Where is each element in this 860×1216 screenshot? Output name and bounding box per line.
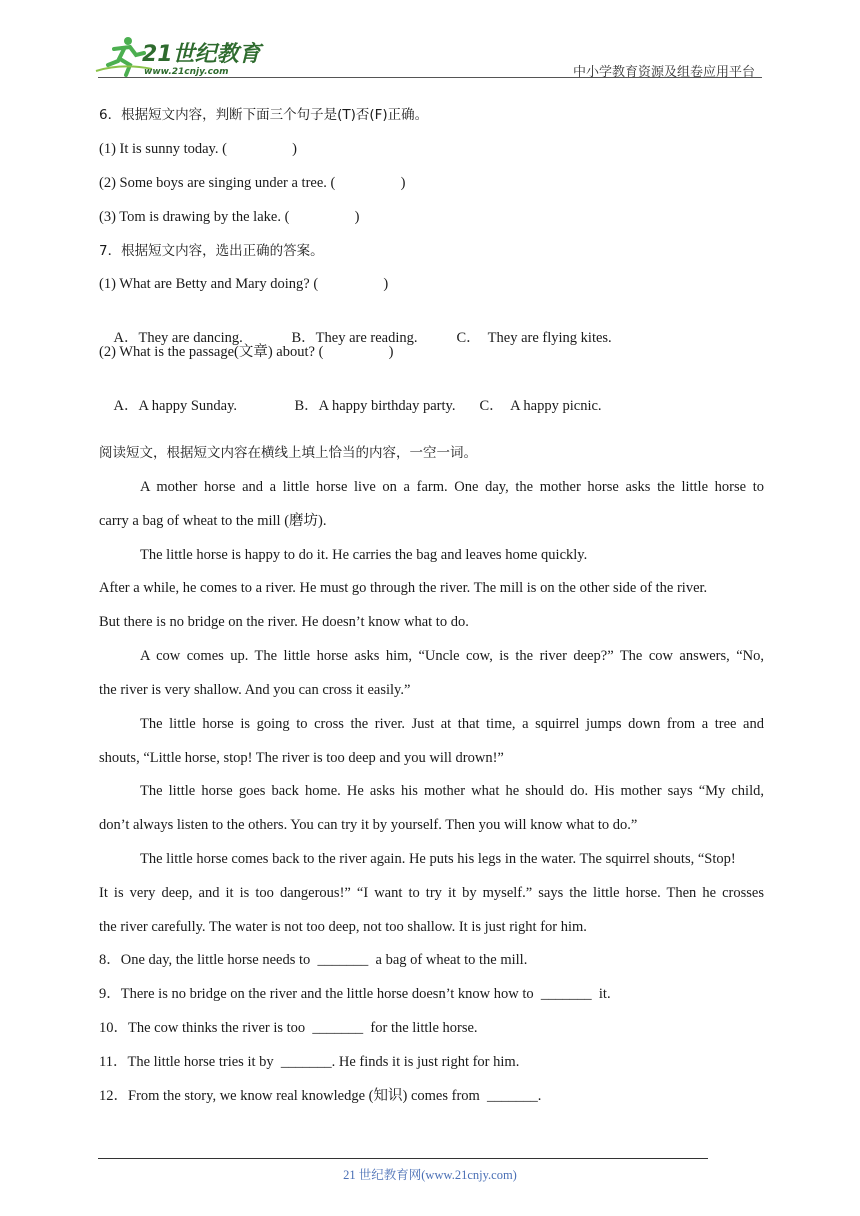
passage-line: The little horse is going to cross the river. Just at that time, a squirrel jumps down from a tree and (140, 716, 764, 732)
passage-line: shouts, “Little horse, stop! The river is too deep and you will drown!” (99, 750, 504, 766)
passage-line: But there is no bridge on the river. He doesn’t know what to do. (99, 614, 469, 630)
runner-logo-icon (92, 35, 267, 79)
logo-url: www.21cnjy.com (144, 67, 229, 77)
question-8: 8．One day, the little horse needs to _______ a bag of wheat to the mill. (99, 952, 528, 968)
q7-stem: 7．根据短文内容，选出正确的答案。 (99, 243, 324, 259)
passage-line: The little horse is happy to do it. He carries the bag and leaves home quickly. (140, 547, 588, 563)
passage-line: carry a bag of wheat to the mill (磨坊). (99, 513, 327, 529)
passage-line: the river carefully. The water is not too deep, not too shallow. It is just right for him. (99, 919, 587, 935)
q7-sub2-option-c: C． A happy picnic. (479, 398, 602, 414)
q7-sub1: (1) What are Betty and Mary doing? ( ) (99, 276, 389, 292)
q7-sub1-option-a: A．They are dancing. (113, 330, 243, 346)
passage-line: don’t always listen to the others. You can try it by yourself. Then you will know what to do.” (99, 817, 638, 833)
q7-sub2-option-b: B．A happy birthday party. (294, 398, 456, 414)
question-12: 12．From the story, we know real knowledge (知识) comes from _______. (99, 1088, 542, 1104)
passage-line: A mother horse and a little horse live on a farm. One day, the mother horse asks the little horse to (140, 479, 764, 495)
question-9: 9．There is no bridge on the river and the little horse doesn’t know how to _______ it. (99, 986, 611, 1002)
site-logo[interactable] (92, 35, 267, 79)
passage-line: the river is very shallow. And you can cross it easily.” (99, 682, 411, 698)
question-10: 10．The cow thinks the river is too _______ for the little horse. (99, 1020, 478, 1036)
header-divider (98, 77, 762, 78)
q7-sub1-option-b: B．They are reading. (291, 330, 418, 346)
passage-line: It is very deep, and it is too dangerous!” “I want to try it by myself.” says the little horse. Then he crosses (99, 885, 764, 901)
q7-sub1-option-c: C． They are flying kites. (456, 330, 612, 346)
q7-sub2-options (99, 376, 659, 436)
q7-sub2-option-a: A．A happy Sunday. (113, 398, 238, 414)
q6-stem: 6．根据短文内容，判断下面三个句子是(T)否(F)正确。 (99, 107, 429, 123)
question-11: 11．The little horse tries it by _______. He finds it is just right for him. (99, 1054, 520, 1070)
q7-sub2: (2) What is the passage(文章) about? ( ) (99, 344, 394, 360)
footer-divider (98, 1158, 708, 1159)
passage-line: The little horse goes back home. He asks his mother what he should do. His mother says “My child, (140, 783, 764, 799)
passage-line: The little horse comes back to the river again. He puts his legs in the water. The squirrel shouts, “Stop! (140, 851, 736, 867)
q6-item-3: (3) Tom is drawing by the lake. ( ) (99, 209, 360, 225)
q6-item-2: (2) Some boys are singing under a tree. ( ) (99, 175, 406, 191)
passage-instruction: 阅读短文，根据短文内容在横线上填上恰当的内容，一空一词。 (99, 445, 477, 461)
platform-name: 中小学教育资源及组卷应用平台 (572, 65, 755, 80)
q6-item-1: (1) It is sunny today. ( ) (99, 141, 298, 157)
footer-link[interactable]: 21 世纪教育网(www.21cnjy.com) (343, 1168, 517, 1182)
logo-text: 21世纪教育 (142, 42, 261, 67)
passage-line: After a while, he comes to a river. He must go through the river. The mill is on the other side of the river. (99, 580, 708, 596)
passage-line: A cow comes up. The little horse asks him, “Uncle cow, is the river deep?” The cow answers, “No, (140, 648, 764, 664)
